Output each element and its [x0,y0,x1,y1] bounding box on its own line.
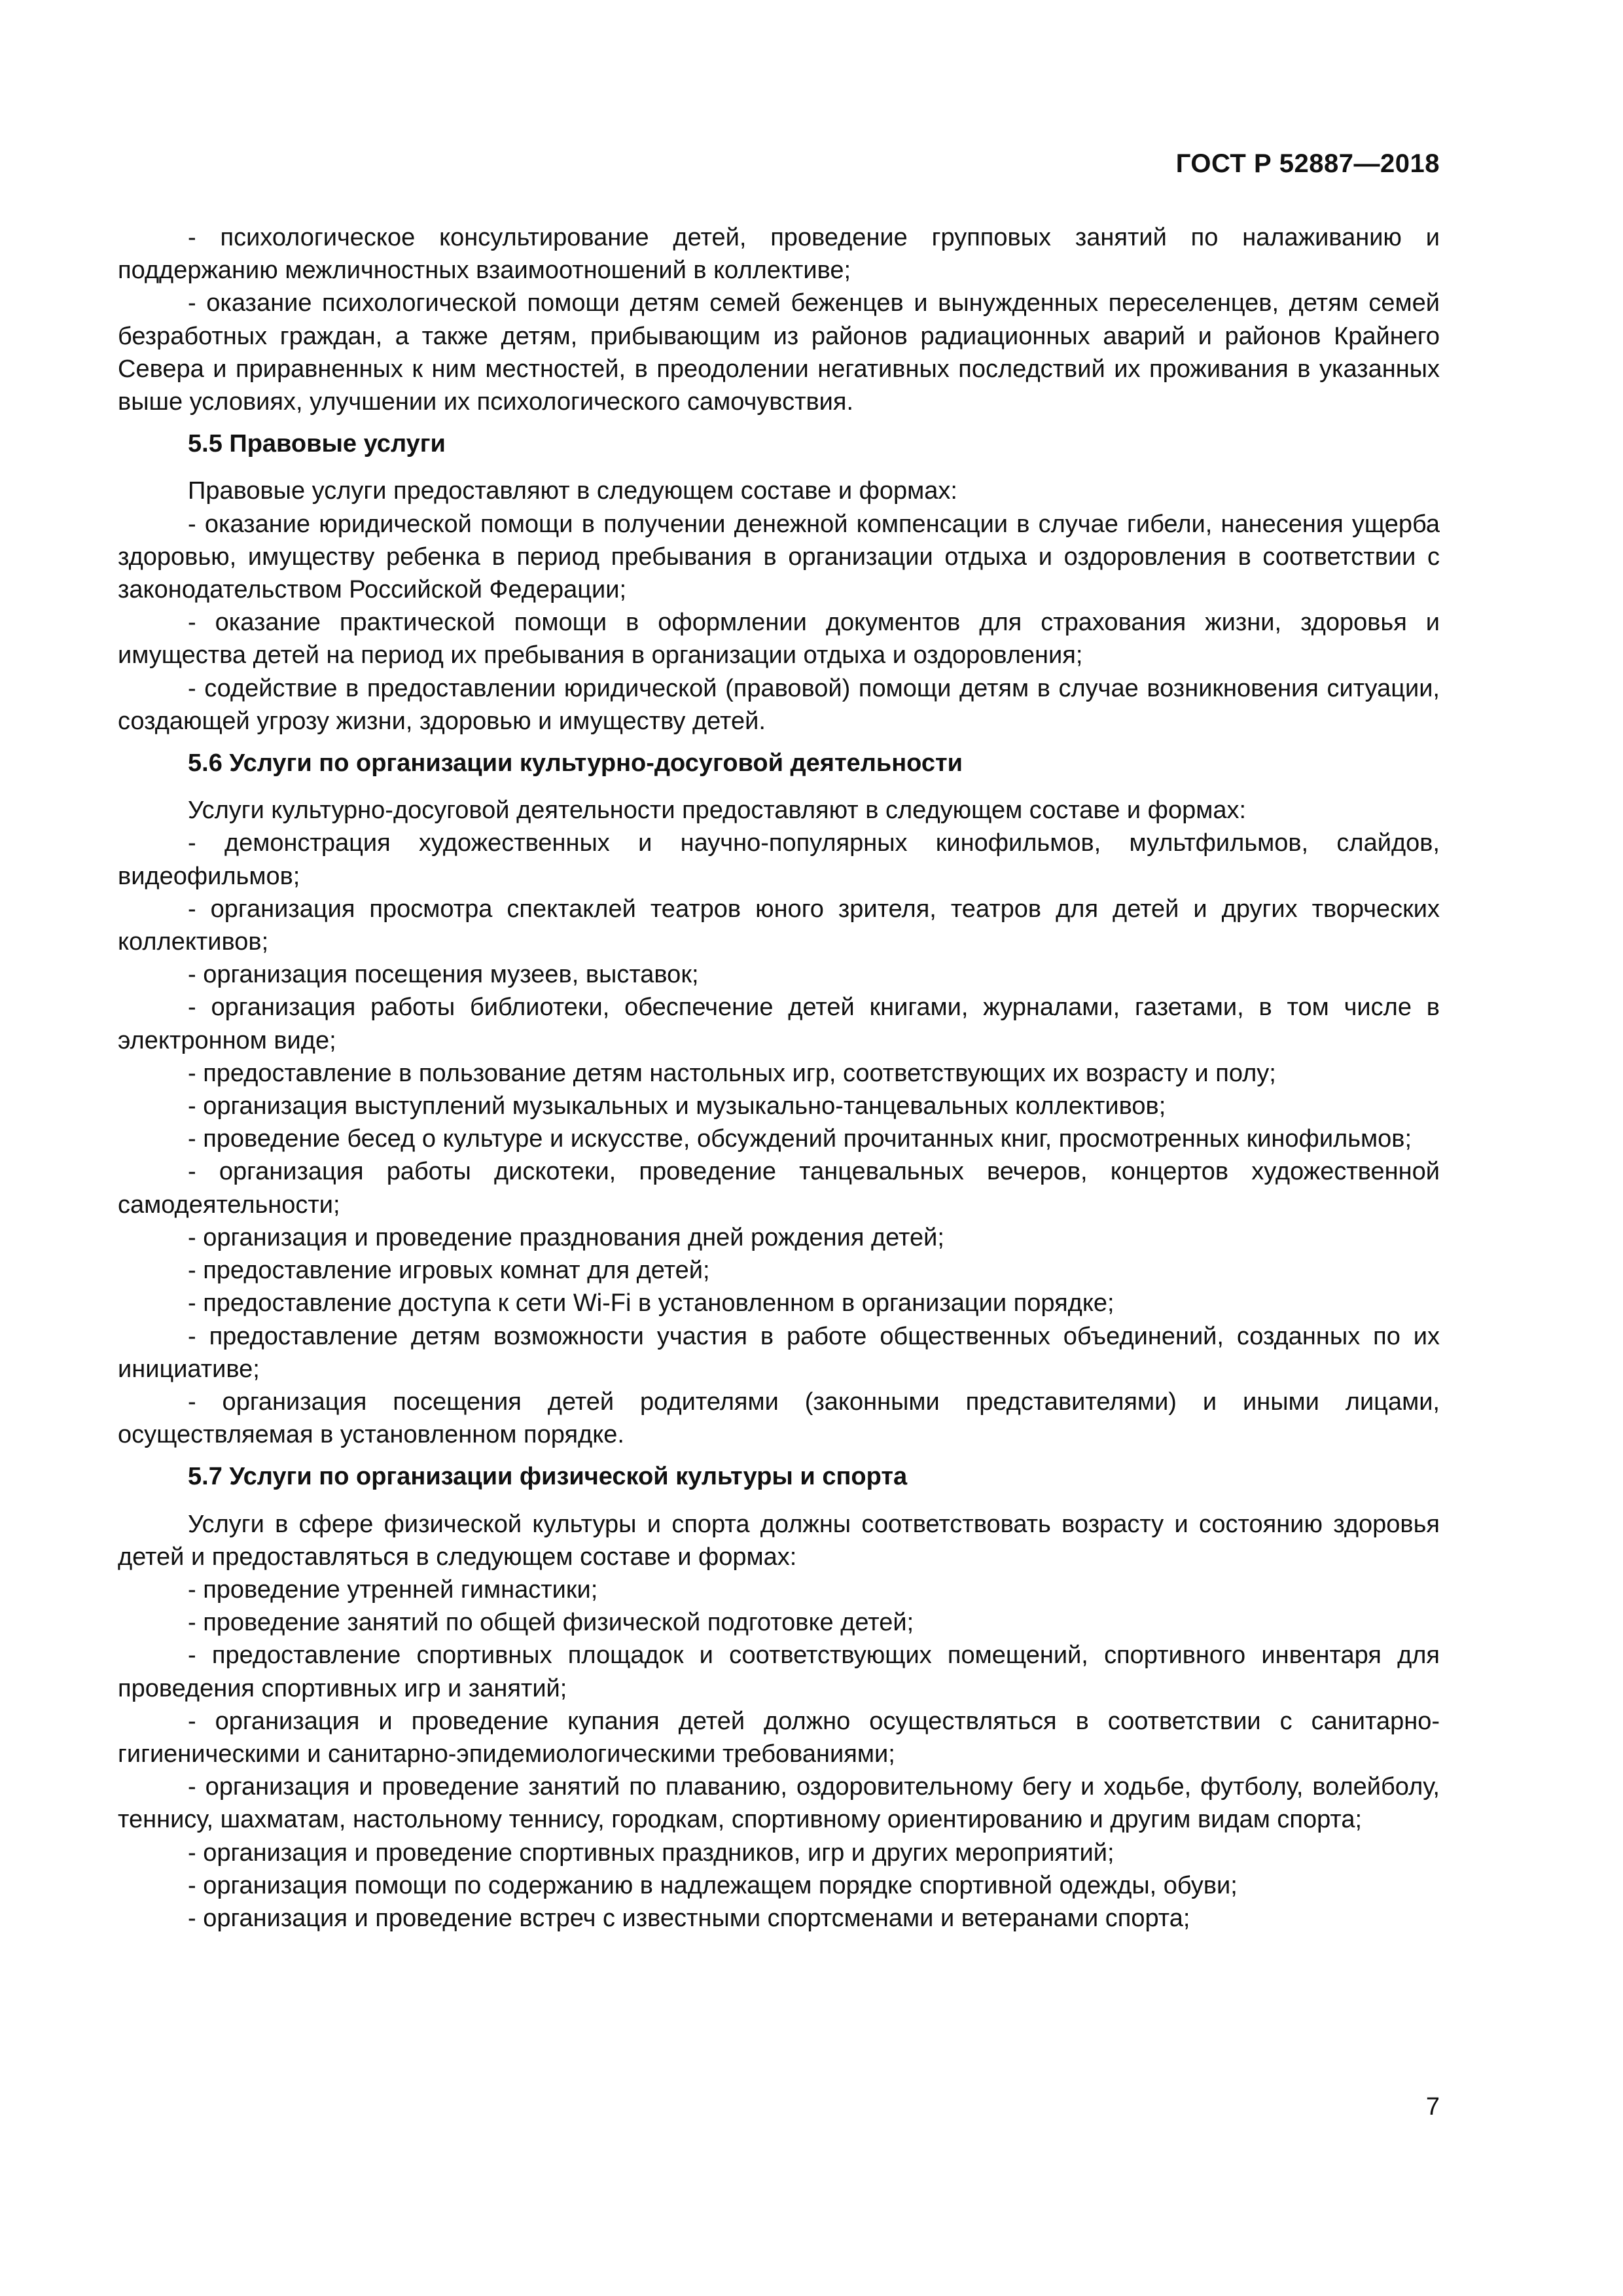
section-heading: 5.5 Правовые услуги [188,430,446,458]
list-item: - организация выступлений музыкальных и музыкально-танцевальных коллективов; [188,1092,1166,1121]
list-item: - предоставление детям возможности участия в работе общественных объединений, созданных по их инициативе; [118,1322,1440,1383]
list-item: - организация и проведение купания детей должно осуществляться в соответствии с санитарно-гигиеническими и санитарно-эпидемиологическими требованиями; [118,1707,1440,1768]
document-page [118,0,1440,2296]
list-item: - проведение занятий по общей физической подготовке детей; [188,1609,914,1637]
section-heading: 5.6 Услуги по организации культурно-досуговой деятельности [188,749,963,778]
paragraph: Услуги в сфере физической культуры и спорта должны соответствовать возрасту и состоянию здоровья детей и предоставляться в следующем составе и формах: [118,1510,1440,1571]
list-item: - психологическое консультирование детей, проведение групповых занятий по налаживанию и поддержанию межличностных взаимоотношений в коллективе; [118,224,1440,285]
list-item: - организация посещения музеев, выставок; [188,961,699,989]
list-item: - организация и проведение занятий по плаванию, оздоровительному бегу и ходьбе, футболу, волейболу, теннису, шахматам, настольному теннису, городкам, спортивному ориентированию и другим видам спорта; [118,1773,1440,1834]
list-item: - организация посещения детей родителями (законными представителями) и иными лицами, осуществляемая в установленном порядке. [118,1388,1440,1449]
list-item: - организация работы библиотеки, обеспечение детей книгами, журналами, газетами, в том числе в электронном виде; [118,994,1440,1054]
list-item: - оказание юридической помощи в получении денежной компенсации в случае гибели, нанесения ущерба здоровью, имуществу ребенка в период пребывания в организации отдыха и оздоровления в соответствии с законодательством Российской Федерации; [118,510,1440,604]
list-item: - организация работы дискотеки, проведение танцевальных вечеров, концертов художественной самодеятельности; [118,1158,1440,1219]
list-item: - проведение бесед о культуре и искусстве, обсуждений прочитанных книг, просмотренных кинофильмов; [188,1125,1412,1153]
list-item: - предоставление в пользование детям настольных игр, соответствующих их возрасту и полу; [188,1059,1276,1087]
list-item: - оказание практической помощи в оформлении документов для страхования жизни, здоровья и имущества детей на период их пребывания в организации отдыха и оздоровления; [118,609,1440,670]
list-item: - предоставление доступа к сети Wi-Fi в установленном в организации порядке; [188,1289,1115,1318]
list-item: - предоставление спортивных площадок и соответствующих помещений, спортивного инвентаря для проведения спортивных игр и занятий; [118,1641,1440,1702]
list-item: - содействие в предоставлении юридической (правовой) помощи детям в случае возникновения ситуации, создающей угрозу жизни, здоровью и имуществу детей. [118,674,1440,735]
list-item: - организация и проведение спортивных праздников, игр и других мероприятий; [188,1839,1115,1867]
list-item: - проведение утренней гимнастики; [188,1575,598,1604]
list-item: - организация и проведение встреч с известными спортсменами и ветеранами спорта; [188,1904,1190,1932]
document-body [118,221,1440,1935]
page-number: 7 [1425,2093,1440,2121]
list-item: - организация и проведение празднования дней рождения детей; [188,1223,944,1251]
list-item: - предоставление игровых комнат для детей; [188,1257,710,1285]
list-item: - демонстрация художественных и научно-популярных кинофильмов, мультфильмов, слайдов, видеофильмов; [118,829,1440,890]
list-item: - организация помощи по содержанию в надлежащем порядке спортивной одежды, обуви; [188,1871,1238,1899]
list-item: - оказание психологической помощи детям семей беженцев и вынужденных переселенцев, детям семей безработных граждан, а также детям, прибывающим из районов радиационных аварий и районов Крайнего Севера и приравненных к ним местностей, в преодолении негативных последствий их проживания в указанных выше условиях, улучшении их психологического самочувствия. [118,289,1440,416]
section-heading: 5.7 Услуги по организации физической культуры и спорта [188,1463,908,1491]
paragraph: Услуги культурно-досуговой деятельности предоставляют в следующем составе и формах: [188,797,1247,825]
list-item: - организация просмотра спектаклей театров юного зрителя, театров для детей и других творческих коллективов; [118,895,1440,956]
document-code-header: ГОСТ Р 52887—2018 [1175,149,1440,178]
paragraph: Правовые услуги предоставляют в следующем составе и формах: [188,477,957,505]
